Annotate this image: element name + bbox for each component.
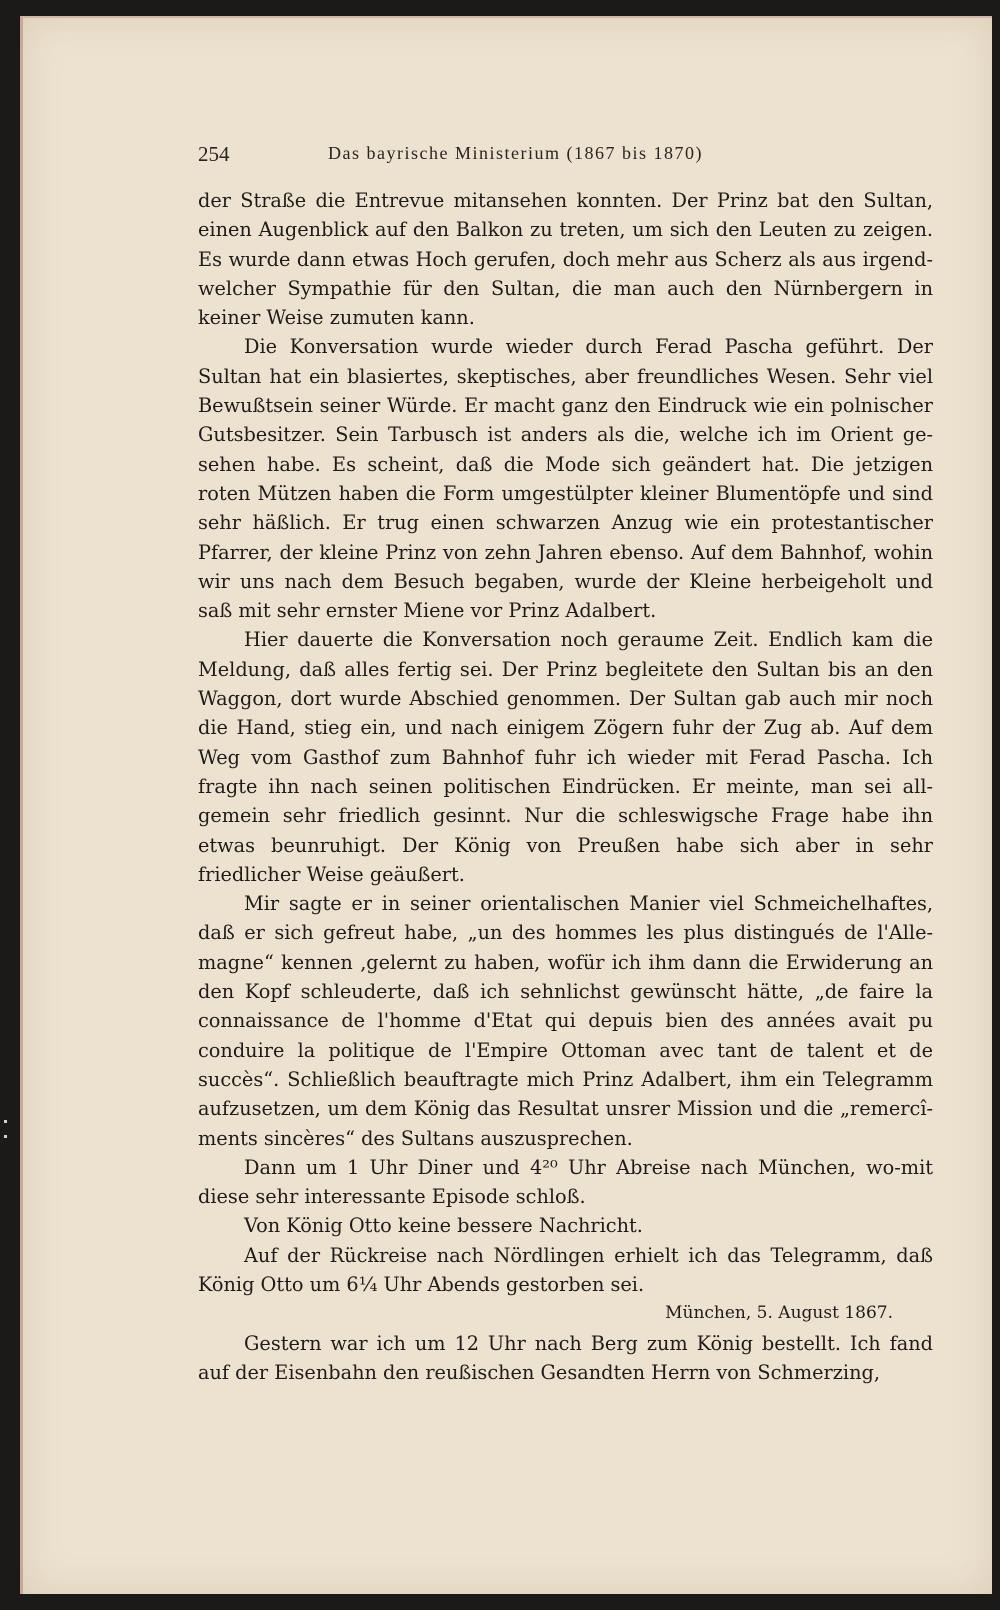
scan-edge-marks [4, 1120, 10, 1160]
running-title: Das bayrische Ministerium (1867 bis 1870) [328, 143, 703, 163]
edge-dot [4, 1135, 7, 1138]
edge-dot [4, 1120, 7, 1123]
paragraph-telegram: Auf der Rückreise nach Nördlingen erhielt ich das Telegramm, daß König Otto um 6¼ Uhr Abends gestorben sei. [198, 1243, 933, 1296]
body-text [198, 186, 933, 1387]
paragraph-king-otto-news: Von König Otto keine bessere Nachricht. [244, 1214, 643, 1238]
paragraph-continued: der Straße die Entrevue mitansehen konnten. Der Prinz bat den Sultan, einen Augenblick auf den Balkon zu treten, um sich den Leuten zu zeigen. Es wurde dann etwas Hoch gerufen, doch mehr aus Scherz als aus irgend-welcher Sympathie für den Sultan, die man auch den Nürnbergern in keiner Weise zumuten kann. [198, 189, 933, 330]
paragraph-departure: Hier dauerte die Konversation noch geraume Zeit. Endlich kam die Meldung, daß alles fertig sei. Der Prinz begleitete den Sultan bis an den Waggon, dort wurde Abschied genommen. Der Sultan gab auch mir noch die Hand, stieg ein, und nach einigem Zögern fuhr der Zug ab. Auf dem Weg vom Gasthof zum Bahnhof fuhr ich wieder mit Ferad Pascha. Ich fragte ihn nach seinen politischen Eindrücken. Er meinte, man sei all-gemein sehr friedlich gesinnt. Nur die schleswigsche Frage habe ihn etwas beunruhigt. Der König von Preußen habe sich aber in sehr friedlicher Weise geäußert. [198, 628, 933, 886]
paragraph-compliments: Mir sagte er in seiner orientalischen Manier viel Schmeichelhaftes, daß er sich gefreut habe, „un des hommes les plus distingués de l'Alle-magne“ kennen ‚gelernt zu haben, wofür ich ihm dann die Erwiderung an den Kopf schleuderte, daß ich sehnlichst gewünscht hätte, „de faire la connaissance de l'homme d'Etat qui depuis bien des années avait pu conduire la politique de l'Empire Ottoman avec tant de talent et de succès“. Schließlich beauftragte mich Prinz Adalbert, ihm ein Telegramm aufzusetzen, um dem König das Resultat unsrer Mission und die „remercî-ments sincères“ des Sultans auszusprechen. [198, 892, 933, 1150]
page-number: 254 [198, 142, 230, 166]
paragraph-berg: Gestern war ich um 12 Uhr nach Berg zum König bestellt. Ich fand auf der Eisenbahn den reußischen Gesandten Herrn von Schmerzing, [198, 1331, 933, 1384]
dateline: München, 5. August 1867. [665, 1303, 893, 1324]
page-header [198, 142, 938, 172]
paragraph-conversation: Die Konversation wurde wieder durch Ferad Pascha geführt. Der Sultan hat ein blasiertes, skeptisches, aber freundliches Wesen. Sehr viel Bewußtsein seiner Würde. Er macht ganz den Eindruck wie ein polnischer Gutsbesitzer. Sein Tarbusch ist anders als die, welche ich im Orient ge-sehen habe. Es scheint, daß die Mode sich geändert hat. Die jetzigen roten Mützen haben die Form umgestülpter kleiner Blumentöpfe und sind sehr häßlich. Er trug einen schwarzen Anzug wie ein protestantischer Pfarrer, der kleine Prinz von zehn Jahren ebenso. Auf dem Bahnhof, wohin wir uns nach dem Besuch begaben, wurde der Kleine herbeigeholt und saß mit sehr ernster Miene vor Prinz Adalbert. [198, 335, 933, 623]
paragraph-dinner: Dann um 1 Uhr Diner und 4²⁰ Uhr Abreise nach München, wo-mit diese sehr interessante Episode schloß. [198, 1155, 933, 1209]
